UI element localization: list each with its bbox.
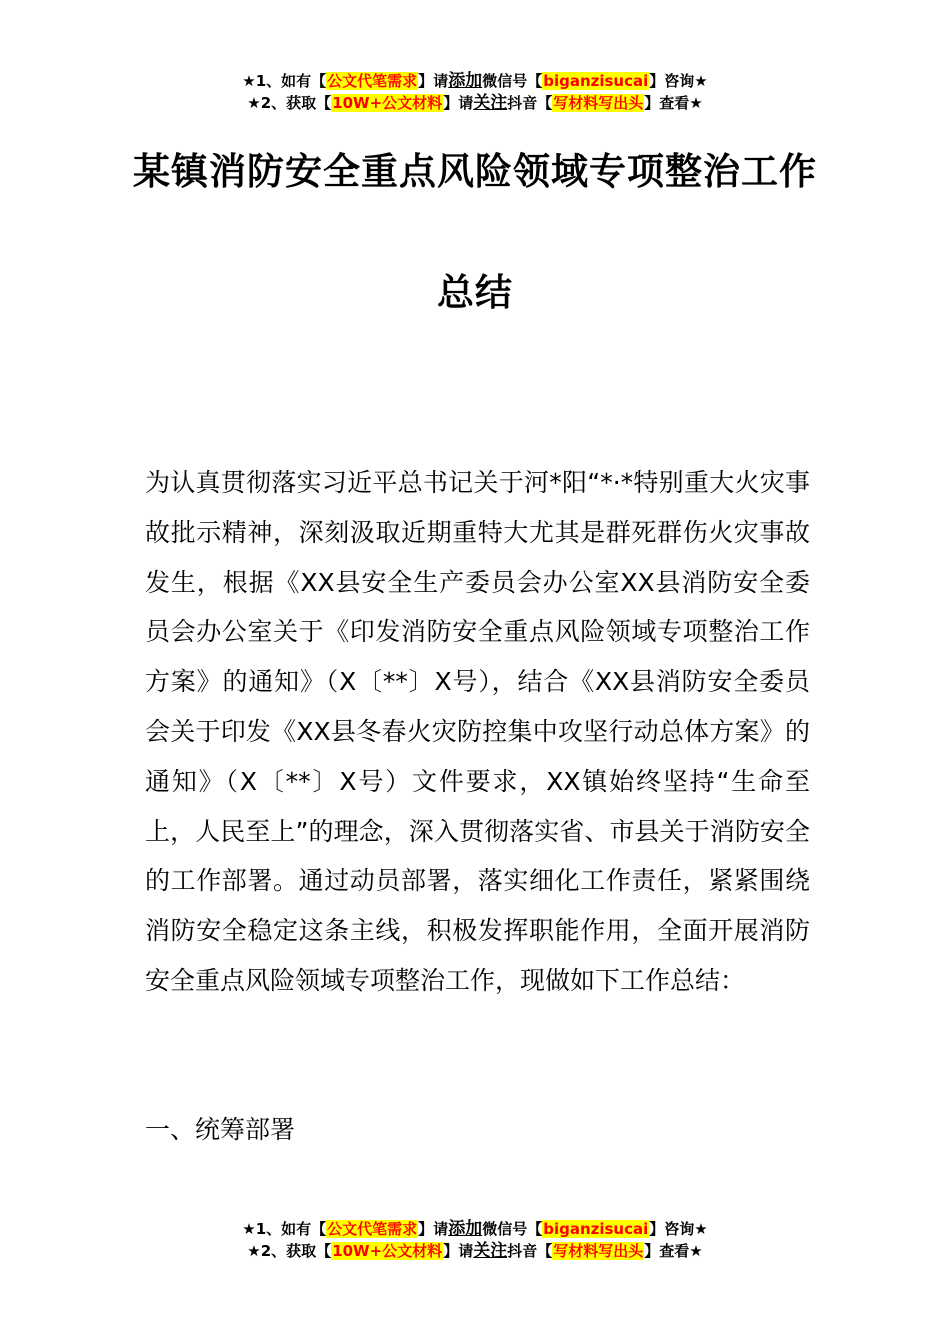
highlight-wechat-id: biganzisucai	[543, 72, 649, 90]
highlight-douyin: 写材料写出头	[553, 1242, 644, 1260]
section-heading-1: 一、统筹部署	[145, 1115, 296, 1144]
underline-add: 添加	[448, 71, 483, 91]
highlight-service: 公文代笔需求	[327, 1220, 418, 1238]
highlight-materials: 10W+公文材料	[332, 1242, 443, 1260]
promo-line-1: ★1、如有【公文代笔需求】请添加微信号【biganzisucai】咨询★	[242, 71, 708, 91]
document-title-line-1: 某镇消防安全重点风险领域专项整治工作	[133, 150, 817, 193]
intro-paragraph: 为认真贯彻落实习近平总书记关于河*阳“*·*特别重大火灾事故批示精神，深刻汲取近期重特大尤其是群死群伤火灾事故发生，根据《XX县安全生产委员会办公室XX县消防安全委员会办公室关于《印发消防安全重点风险领域专项整治工作方案》的通知》（X〔**〕X号），结合《XX县消防安全委员会关于印发《XX县冬春火灾防控集中攻坚行动总体方案》的通知》（X〔**〕X号）文件要求，XX镇始终坚持“生命至上，人民至上”的理念，深入贯彻落实省、市县关于消防安全的工作部署。通过动员部署，落实细化工作责任，紧紧围绕消防安全稳定这条主线，积极发挥职能作用，全面开展消防安全重点风险领域专项整治工作，现做如下工作总结：	[145, 468, 810, 995]
highlight-service: 公文代笔需求	[327, 72, 418, 90]
underline-add: 添加	[448, 1219, 483, 1239]
promo-line-1: ★1、如有【公文代笔需求】请添加微信号【biganzisucai】咨询★	[242, 1219, 708, 1239]
document-title-line-2: 总结	[437, 271, 513, 314]
promo-line-2: ★2、获取【10W+公文材料】请关注抖音【写材料写出头】查看★	[247, 93, 703, 113]
promo-banner-bottom	[0, 1218, 950, 1262]
highlight-douyin: 写材料写出头	[553, 94, 644, 112]
highlight-materials: 10W+公文材料	[332, 94, 443, 112]
highlight-wechat-id: biganzisucai	[543, 1220, 649, 1238]
promo-banner-top	[0, 70, 950, 114]
underline-follow: 关注	[473, 93, 508, 113]
promo-line-2: ★2、获取【10W+公文材料】请关注抖音【写材料写出头】查看★	[247, 1241, 703, 1261]
underline-follow: 关注	[473, 1241, 508, 1261]
